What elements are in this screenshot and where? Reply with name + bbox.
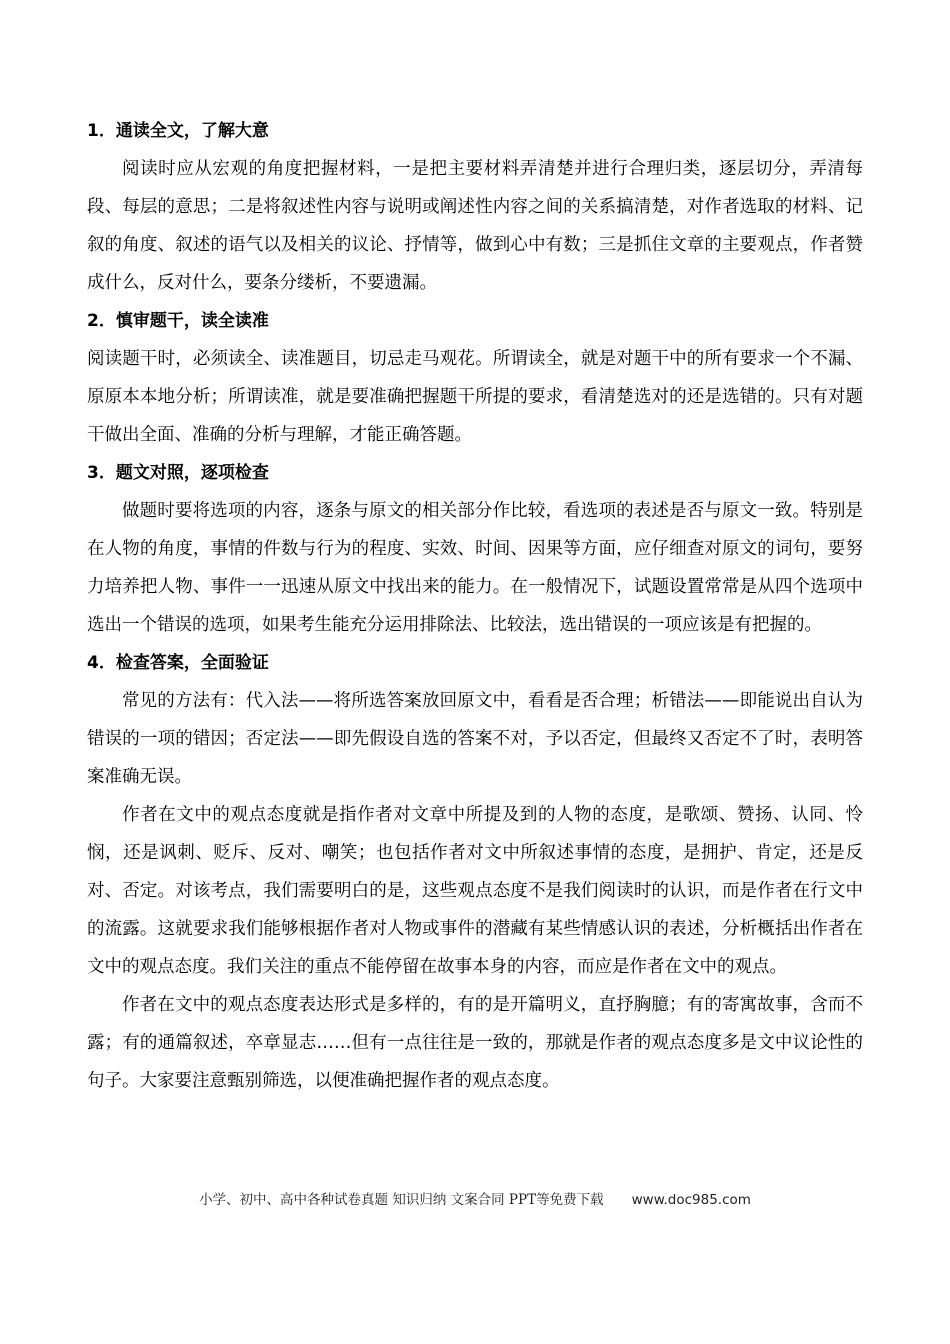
page-footer — [0, 1188, 950, 1212]
section-1-heading: 1．通读全文，了解大意 — [87, 121, 269, 141]
document-body — [87, 112, 863, 1100]
section-3-heading: 3．题文对照，逐项检查 — [87, 463, 269, 483]
footer-url[interactable]: www.doc985.com — [631, 1192, 751, 1208]
section-4-paragraph-methods: 常见的方法有：代入法——将所选答案放回原文中，看看是否合理；析错法——即能说出自认为错误的一项的错因；否定法——即先假设自选的答案不对，予以否定，但最终又否定不了时，表明答案准确无误。 — [87, 691, 863, 787]
footer-text: 小学、初中、高中各种试卷真题 知识归纳 文案合同 PPT等免费下载 — [199, 1192, 604, 1208]
section-2-paragraph: 阅读题干时，必须读全、读准题目，切忌走马观花。所谓读全，就是对题干中的所有要求一个不漏、原原本本地分析；所谓读准，就是要准确把握题干所提的要求，看清楚选对的还是选错的。只有对题干做出全面、准确的分析与理解，才能正确答题。 — [87, 349, 863, 445]
section-1-paragraph: 阅读时应从宏观的角度把握材料，一是把主要材料弄清楚并进行合理归类，逐层切分，弄清每段、每层的意思；二是将叙述性内容与说明或阐述性内容之间的关系搞清楚，对作者选取的材料、记叙的角度、叙述的语气以及相关的议论、抒情等，做到心中有数；三是抓住文章的主要观点，作者赞成什么，反对什么，要条分缕析，不要遗漏。 — [87, 159, 863, 293]
section-2-heading: 2．慎审题干，读全读准 — [87, 311, 269, 331]
section-4-paragraph-expression: 作者在文中的观点态度表达形式是多样的，有的是开篇明义，直抒胸臆；有的寄寓故事，含而不露；有的通篇叙述，卒章显志……但有一点往往是一致的，那就是作者的观点态度多是文中议论性的句子。大家要注意甄别筛选，以便准确把握作者的观点态度。 — [87, 995, 863, 1091]
section-3-paragraph: 做题时要将选项的内容，逐条与原文的相关部分作比较，看选项的表述是否与原文一致。特别是在人物的角度，事情的件数与行为的程度、实效、时间、因果等方面，应仔细查对原文的词句，要努力培养把人物、事件一一迅速从原文中找出来的能力。在一般情况下，试题设置常常是从四个选项中选出一个错误的选项，如果考生能充分运用排除法、比较法，选出错误的一项应该是有把握的。 — [87, 501, 863, 635]
section-4-heading: 4．检查答案，全面验证 — [87, 653, 269, 673]
section-4-paragraph-attitude: 作者在文中的观点态度就是指作者对文章中所提及到的人物的态度，是歌颂、赞扬、认同、怜悯，还是讽刺、贬斥、反对、嘲笑；也包括作者对文中所叙述事情的态度，是拥护、肯定，还是反对、否定。对该考点，我们需要明白的是，这些观点态度不是我们阅读时的认识，而是作者在行文中的流露。这就要求我们能够根据作者对人物或事件的潜藏有某些情感认识的表述，分析概括出作者在文中的观点态度。我们关注的重点不能停留在故事本身的内容，而应是作者在文中的观点。 — [87, 805, 863, 977]
